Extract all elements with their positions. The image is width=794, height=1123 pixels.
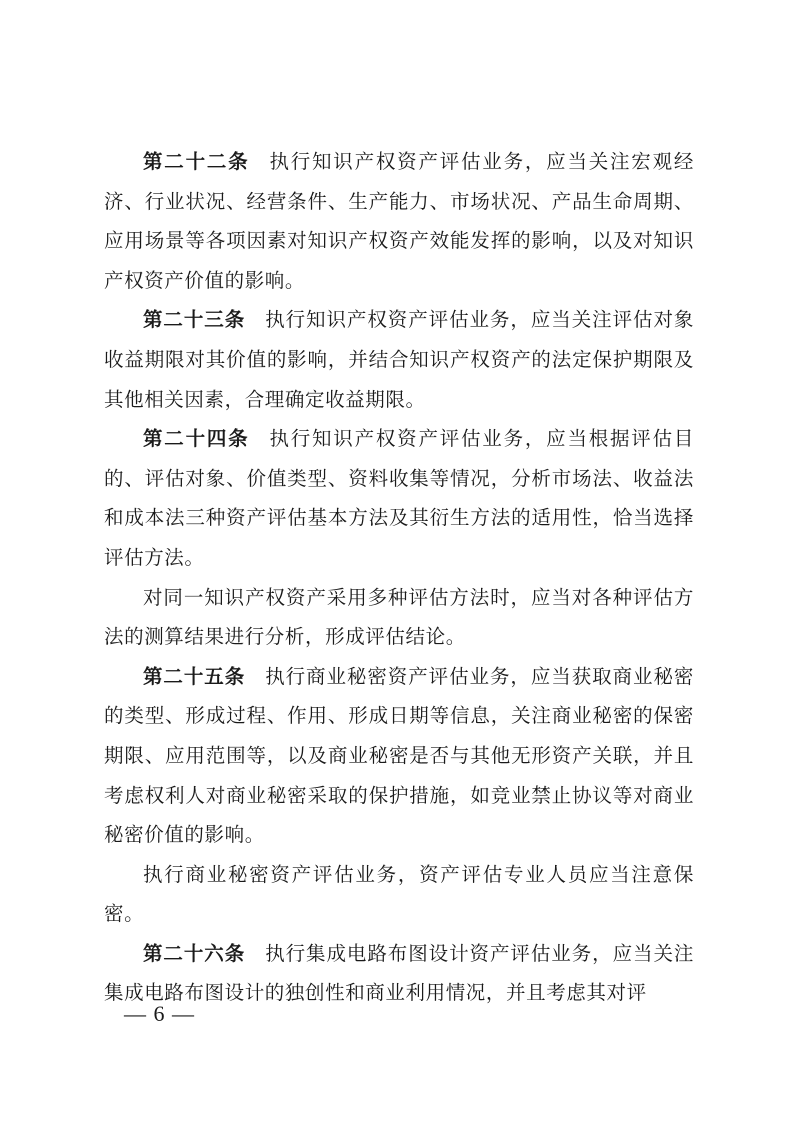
article-text: 执行商业秘密资产评估业务，应当获取商业秘密的类型、形成过程、作用、形成日期等信息，关注商业秘密的保密期限、应用范围等，以及商业秘密是否与其他无形资产关联，并且考虑权利人对商业秘密采取的保护措施，如竞业禁止协议等对商业秘密价值的影响。 (104, 664, 694, 847)
paragraph-text: 执行商业秘密资产评估业务，资产评估专业人员应当注意保密。 (104, 862, 694, 926)
article-text: 执行知识产权资产评估业务，应当根据评估目的、评估对象、价值类型、资料收集等情况，分析市场法、收益法和成本法三种资产评估基本方法及其衍生方法的适用性，恰当选择评估方法。 (104, 427, 694, 569)
article-24-continuation-paragraph (104, 578, 694, 657)
article-22-paragraph (104, 142, 694, 300)
article-heading: 第二十五条 (143, 664, 246, 688)
article-text: 执行知识产权资产评估业务，应当关注评估对象收益期限对其价值的影响，并结合知识产权资产的法定保护期限及其他相关因素，合理确定收益期限。 (104, 308, 694, 411)
article-23-paragraph (104, 300, 694, 419)
document-body (104, 142, 694, 1013)
paragraph-text: 对同一知识产权资产采用多种评估方法时，应当对各种评估方法的测算结果进行分析，形成评估结论。 (104, 585, 694, 649)
page-number: — 6 — (124, 1001, 195, 1026)
article-text: 执行知识产权资产评估业务，应当关注宏观经济、行业状况、经营条件、生产能力、市场状况、产品生命周期、应用场景等各项因素对知识产权资产效能发挥的影响，以及对知识产权资产价值的影响。 (104, 150, 694, 292)
article-25-paragraph (104, 657, 694, 855)
article-text: 执行集成电路布图设计资产评估业务，应当关注集成电路布图设计的独创性和商业利用情况，并且考虑其对评 (104, 941, 694, 1005)
article-heading: 第二十三条 (143, 308, 246, 332)
article-25-continuation-paragraph (104, 855, 694, 934)
article-heading: 第二十二条 (143, 150, 250, 173)
article-heading: 第二十六条 (143, 941, 246, 965)
article-heading: 第二十四条 (143, 427, 250, 451)
article-24-paragraph (104, 419, 694, 577)
